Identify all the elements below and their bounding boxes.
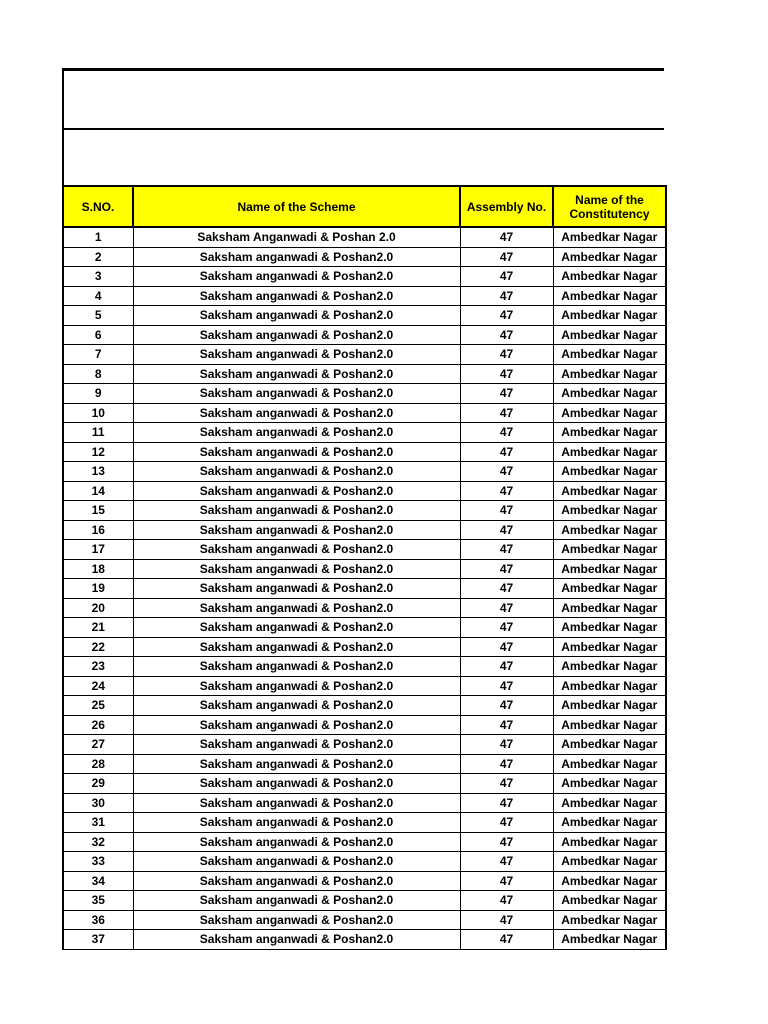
cell-scheme-name: Saksham anganwadi & Poshan2.0: [133, 774, 460, 794]
cell-constituency: Ambedkar Nagar: [553, 501, 666, 521]
table-row: [63, 559, 666, 579]
cell-sno: 10: [63, 403, 133, 423]
table-row: [63, 910, 666, 930]
cell-constituency: Ambedkar Nagar: [553, 384, 666, 404]
cell-scheme-name: Saksham anganwadi & Poshan2.0: [133, 540, 460, 560]
table-row: [63, 852, 666, 872]
cell-assembly-no: 47: [460, 559, 553, 579]
table-row: [63, 579, 666, 599]
cell-assembly-no: 47: [460, 891, 553, 911]
cell-constituency: Ambedkar Nagar: [553, 618, 666, 638]
table-row: [63, 891, 666, 911]
header-scheme-name: Name of the Scheme: [133, 186, 460, 227]
cell-scheme-name: Saksham anganwadi & Poshan2.0: [133, 501, 460, 521]
table-row: [63, 676, 666, 696]
cell-assembly-no: 47: [460, 754, 553, 774]
cell-assembly-no: 47: [460, 715, 553, 735]
cell-sno: 18: [63, 559, 133, 579]
table-row: [63, 520, 666, 540]
cell-sno: 17: [63, 540, 133, 560]
cell-scheme-name: Saksham anganwadi & Poshan2.0: [133, 696, 460, 716]
cell-sno: 2: [63, 247, 133, 267]
cell-constituency: Ambedkar Nagar: [553, 715, 666, 735]
cell-sno: 15: [63, 501, 133, 521]
cell-constituency: Ambedkar Nagar: [553, 735, 666, 755]
table-body: [63, 227, 666, 949]
cell-scheme-name: Saksham anganwadi & Poshan2.0: [133, 657, 460, 677]
header-assembly-no: Assembly No.: [460, 186, 553, 227]
cell-sno: 34: [63, 871, 133, 891]
header-constituency: Name of the Constitutency: [553, 186, 666, 227]
cell-constituency: Ambedkar Nagar: [553, 774, 666, 794]
cell-constituency: Ambedkar Nagar: [553, 345, 666, 365]
cell-scheme-name: Saksham anganwadi & Poshan2.0: [133, 832, 460, 852]
cell-scheme-name: Saksham anganwadi & Poshan2.0: [133, 286, 460, 306]
cell-assembly-no: 47: [460, 676, 553, 696]
cell-assembly-no: 47: [460, 325, 553, 345]
cell-sno: 20: [63, 598, 133, 618]
table-row: [63, 364, 666, 384]
cell-assembly-no: 47: [460, 832, 553, 852]
cell-sno: 5: [63, 306, 133, 326]
header-sno: S.NO.: [63, 186, 133, 227]
cell-sno: 9: [63, 384, 133, 404]
table-row: [63, 384, 666, 404]
cell-constituency: Ambedkar Nagar: [553, 247, 666, 267]
cell-sno: 29: [63, 774, 133, 794]
cell-scheme-name: Saksham anganwadi & Poshan2.0: [133, 891, 460, 911]
cell-constituency: Ambedkar Nagar: [553, 423, 666, 443]
cell-assembly-no: 47: [460, 384, 553, 404]
cell-sno: 23: [63, 657, 133, 677]
cell-assembly-no: 47: [460, 364, 553, 384]
cell-assembly-no: 47: [460, 345, 553, 365]
cell-constituency: Ambedkar Nagar: [553, 852, 666, 872]
table-header-row: [63, 186, 666, 227]
cell-sno: 25: [63, 696, 133, 716]
cell-scheme-name: Saksham anganwadi & Poshan2.0: [133, 306, 460, 326]
table-row: [63, 227, 666, 247]
cell-sno: 28: [63, 754, 133, 774]
cell-constituency: Ambedkar Nagar: [553, 871, 666, 891]
cell-assembly-no: 47: [460, 306, 553, 326]
cell-assembly-no: 47: [460, 696, 553, 716]
cell-constituency: Ambedkar Nagar: [553, 306, 666, 326]
table-row: [63, 325, 666, 345]
cell-constituency: Ambedkar Nagar: [553, 267, 666, 287]
table-row: [63, 696, 666, 716]
cell-assembly-no: 47: [460, 579, 553, 599]
table-row: [63, 871, 666, 891]
cell-constituency: Ambedkar Nagar: [553, 227, 666, 247]
cell-constituency: Ambedkar Nagar: [553, 598, 666, 618]
table-row: [63, 657, 666, 677]
cell-scheme-name: Saksham anganwadi & Poshan2.0: [133, 618, 460, 638]
cell-scheme-name: Saksham anganwadi & Poshan2.0: [133, 754, 460, 774]
cell-scheme-name: Saksham anganwadi & Poshan2.0: [133, 910, 460, 930]
table-row: [63, 793, 666, 813]
cell-constituency: Ambedkar Nagar: [553, 793, 666, 813]
scheme-table: [62, 185, 667, 950]
cell-constituency: Ambedkar Nagar: [553, 637, 666, 657]
table-row: [63, 715, 666, 735]
table-row: [63, 930, 666, 950]
cell-constituency: Ambedkar Nagar: [553, 754, 666, 774]
cell-scheme-name: Saksham anganwadi & Poshan2.0: [133, 852, 460, 872]
title-divider: [64, 128, 664, 130]
cell-assembly-no: 47: [460, 637, 553, 657]
cell-scheme-name: Saksham anganwadi & Poshan2.0: [133, 637, 460, 657]
cell-constituency: Ambedkar Nagar: [553, 696, 666, 716]
cell-scheme-name: Saksham anganwadi & Poshan2.0: [133, 676, 460, 696]
cell-constituency: Ambedkar Nagar: [553, 325, 666, 345]
cell-sno: 14: [63, 481, 133, 501]
cell-assembly-no: 47: [460, 267, 553, 287]
cell-constituency: Ambedkar Nagar: [553, 520, 666, 540]
table-row: [63, 754, 666, 774]
table-row: [63, 267, 666, 287]
cell-constituency: Ambedkar Nagar: [553, 286, 666, 306]
cell-sno: 3: [63, 267, 133, 287]
table-row: [63, 774, 666, 794]
cell-constituency: Ambedkar Nagar: [553, 364, 666, 384]
cell-constituency: Ambedkar Nagar: [553, 540, 666, 560]
cell-sno: 21: [63, 618, 133, 638]
table-row: [63, 501, 666, 521]
cell-scheme-name: Saksham anganwadi & Poshan2.0: [133, 871, 460, 891]
table-row: [63, 423, 666, 443]
cell-sno: 32: [63, 832, 133, 852]
cell-sno: 1: [63, 227, 133, 247]
cell-assembly-no: 47: [460, 442, 553, 462]
cell-assembly-no: 47: [460, 871, 553, 891]
table-row: [63, 540, 666, 560]
cell-scheme-name: Saksham anganwadi & Poshan2.0: [133, 813, 460, 833]
cell-assembly-no: 47: [460, 520, 553, 540]
cell-sno: 16: [63, 520, 133, 540]
cell-assembly-no: 47: [460, 247, 553, 267]
table-row: [63, 442, 666, 462]
cell-sno: 11: [63, 423, 133, 443]
cell-assembly-no: 47: [460, 286, 553, 306]
cell-sno: 35: [63, 891, 133, 911]
cell-constituency: Ambedkar Nagar: [553, 832, 666, 852]
cell-sno: 7: [63, 345, 133, 365]
cell-sno: 31: [63, 813, 133, 833]
cell-constituency: Ambedkar Nagar: [553, 891, 666, 911]
table-row: [63, 735, 666, 755]
cell-assembly-no: 47: [460, 481, 553, 501]
cell-scheme-name: Saksham anganwadi & Poshan2.0: [133, 462, 460, 482]
cell-constituency: Ambedkar Nagar: [553, 676, 666, 696]
cell-assembly-no: 47: [460, 657, 553, 677]
table-row: [63, 598, 666, 618]
cell-scheme-name: Saksham anganwadi & Poshan2.0: [133, 579, 460, 599]
title-area: [62, 68, 664, 185]
table-row: [63, 286, 666, 306]
cell-scheme-name: Saksham anganwadi & Poshan2.0: [133, 481, 460, 501]
cell-assembly-no: 47: [460, 793, 553, 813]
cell-constituency: Ambedkar Nagar: [553, 579, 666, 599]
table-row: [63, 832, 666, 852]
cell-sno: 6: [63, 325, 133, 345]
cell-constituency: Ambedkar Nagar: [553, 442, 666, 462]
cell-constituency: Ambedkar Nagar: [553, 813, 666, 833]
spreadsheet-page: [62, 68, 664, 950]
cell-scheme-name: Saksham anganwadi & Poshan2.0: [133, 364, 460, 384]
cell-assembly-no: 47: [460, 910, 553, 930]
cell-sno: 13: [63, 462, 133, 482]
cell-scheme-name: Saksham anganwadi & Poshan2.0: [133, 930, 460, 950]
cell-scheme-name: Saksham anganwadi & Poshan2.0: [133, 715, 460, 735]
cell-sno: 22: [63, 637, 133, 657]
cell-scheme-name: Saksham anganwadi & Poshan2.0: [133, 423, 460, 443]
cell-scheme-name: Saksham anganwadi & Poshan2.0: [133, 598, 460, 618]
cell-scheme-name: Saksham anganwadi & Poshan2.0: [133, 247, 460, 267]
cell-assembly-no: 47: [460, 930, 553, 950]
cell-sno: 12: [63, 442, 133, 462]
cell-assembly-no: 47: [460, 598, 553, 618]
cell-sno: 19: [63, 579, 133, 599]
cell-constituency: Ambedkar Nagar: [553, 657, 666, 677]
cell-sno: 24: [63, 676, 133, 696]
cell-constituency: Ambedkar Nagar: [553, 462, 666, 482]
cell-scheme-name: Saksham Anganwadi & Poshan 2.0: [133, 227, 460, 247]
cell-sno: 4: [63, 286, 133, 306]
table-row: [63, 618, 666, 638]
table-row: [63, 247, 666, 267]
table-row: [63, 481, 666, 501]
cell-scheme-name: Saksham anganwadi & Poshan2.0: [133, 735, 460, 755]
cell-scheme-name: Saksham anganwadi & Poshan2.0: [133, 384, 460, 404]
cell-sno: 37: [63, 930, 133, 950]
cell-scheme-name: Saksham anganwadi & Poshan2.0: [133, 267, 460, 287]
cell-assembly-no: 47: [460, 403, 553, 423]
cell-assembly-no: 47: [460, 852, 553, 872]
cell-assembly-no: 47: [460, 423, 553, 443]
cell-scheme-name: Saksham anganwadi & Poshan2.0: [133, 559, 460, 579]
cell-sno: 8: [63, 364, 133, 384]
cell-sno: 36: [63, 910, 133, 930]
cell-sno: 33: [63, 852, 133, 872]
table-row: [63, 403, 666, 423]
cell-assembly-no: 47: [460, 618, 553, 638]
cell-scheme-name: Saksham anganwadi & Poshan2.0: [133, 325, 460, 345]
cell-scheme-name: Saksham anganwadi & Poshan2.0: [133, 442, 460, 462]
cell-constituency: Ambedkar Nagar: [553, 481, 666, 501]
cell-assembly-no: 47: [460, 501, 553, 521]
cell-constituency: Ambedkar Nagar: [553, 559, 666, 579]
cell-scheme-name: Saksham anganwadi & Poshan2.0: [133, 345, 460, 365]
table-row: [63, 462, 666, 482]
table-row: [63, 306, 666, 326]
cell-scheme-name: Saksham anganwadi & Poshan2.0: [133, 403, 460, 423]
cell-sno: 27: [63, 735, 133, 755]
cell-assembly-no: 47: [460, 462, 553, 482]
table-row: [63, 813, 666, 833]
cell-sno: 26: [63, 715, 133, 735]
cell-assembly-no: 47: [460, 227, 553, 247]
table-row: [63, 637, 666, 657]
cell-assembly-no: 47: [460, 735, 553, 755]
cell-scheme-name: Saksham anganwadi & Poshan2.0: [133, 520, 460, 540]
table-row: [63, 345, 666, 365]
cell-assembly-no: 47: [460, 774, 553, 794]
cell-assembly-no: 47: [460, 813, 553, 833]
cell-scheme-name: Saksham anganwadi & Poshan2.0: [133, 793, 460, 813]
cell-constituency: Ambedkar Nagar: [553, 930, 666, 950]
cell-constituency: Ambedkar Nagar: [553, 910, 666, 930]
cell-assembly-no: 47: [460, 540, 553, 560]
cell-constituency: Ambedkar Nagar: [553, 403, 666, 423]
cell-sno: 30: [63, 793, 133, 813]
